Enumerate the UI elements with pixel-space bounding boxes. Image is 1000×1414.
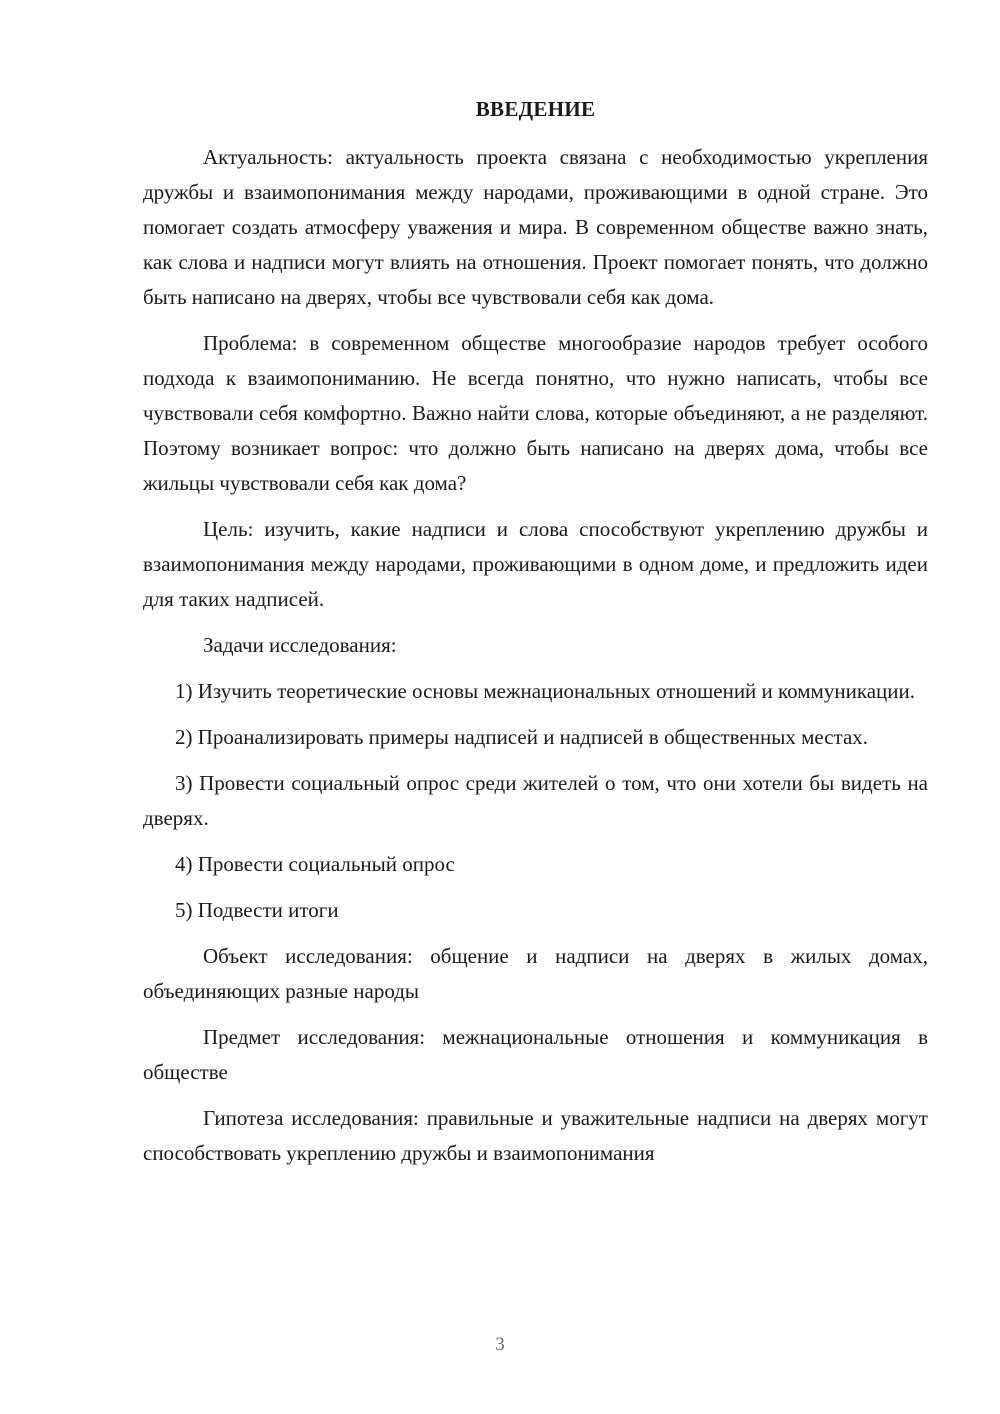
goal-paragraph: Цель: изучить, какие надписи и слова способствуют укреплению дружбы и взаимопонимания между народами, проживающими в одном доме, и предложить идеи для таких надписей. [143, 517, 928, 611]
task-item-5: 5) Подвести итоги [175, 898, 339, 922]
relevance-paragraph: Актуальность: актуальность проекта связана с необходимостью укрепления дружбы и взаимопонимания между народами, проживающими в одной стране. Это помогает создать атмосферу уважения и мира. В современном обществе важно знать, как слова и надписи могут влиять на отношения. Проект помогает понять, что должно быть написано на дверях, чтобы все чувствовали себя как дома. [143, 145, 928, 309]
section-title: ВВЕДЕНИЕ [475, 97, 596, 121]
subject-paragraph: Предмет исследования: межнациональные отношения и коммуникация в обществе [143, 1025, 928, 1084]
task-item-4: 4) Провести социальный опрос [175, 852, 455, 876]
tasks-heading: Задачи исследования: [203, 633, 397, 657]
document-page [143, 92, 928, 1182]
task-item-3: 3) Провести социальный опрос среди жителей о том, что они хотели бы видеть на дверях. [143, 771, 928, 830]
hypothesis-paragraph: Гипотеза исследования: правильные и уважительные надписи на дверях могут способствовать укреплению дружбы и взаимопонимания [143, 1106, 928, 1165]
problem-paragraph: Проблема: в современном обществе многообразие народов требует особого подхода к взаимопониманию. Не всегда понятно, что нужно написать, чтобы все чувствовали себя комфортно. Важно найти слова, которые объединяют, а не разделяют. Поэтому возникает вопрос: что должно быть написано на дверях дома, чтобы все жильцы чувствовали себя как дома? [143, 331, 928, 495]
page-number: 3 [495, 1334, 505, 1355]
task-item-1: 1) Изучить теоретические основы межнациональных отношений и коммуникации. [175, 679, 915, 703]
task-item-2: 2) Проанализировать примеры надписей и надписей в общественных местах. [175, 725, 869, 749]
object-paragraph: Объект исследования: общение и надписи на дверях в жилых домах, объединяющих разные народы [143, 944, 928, 1003]
